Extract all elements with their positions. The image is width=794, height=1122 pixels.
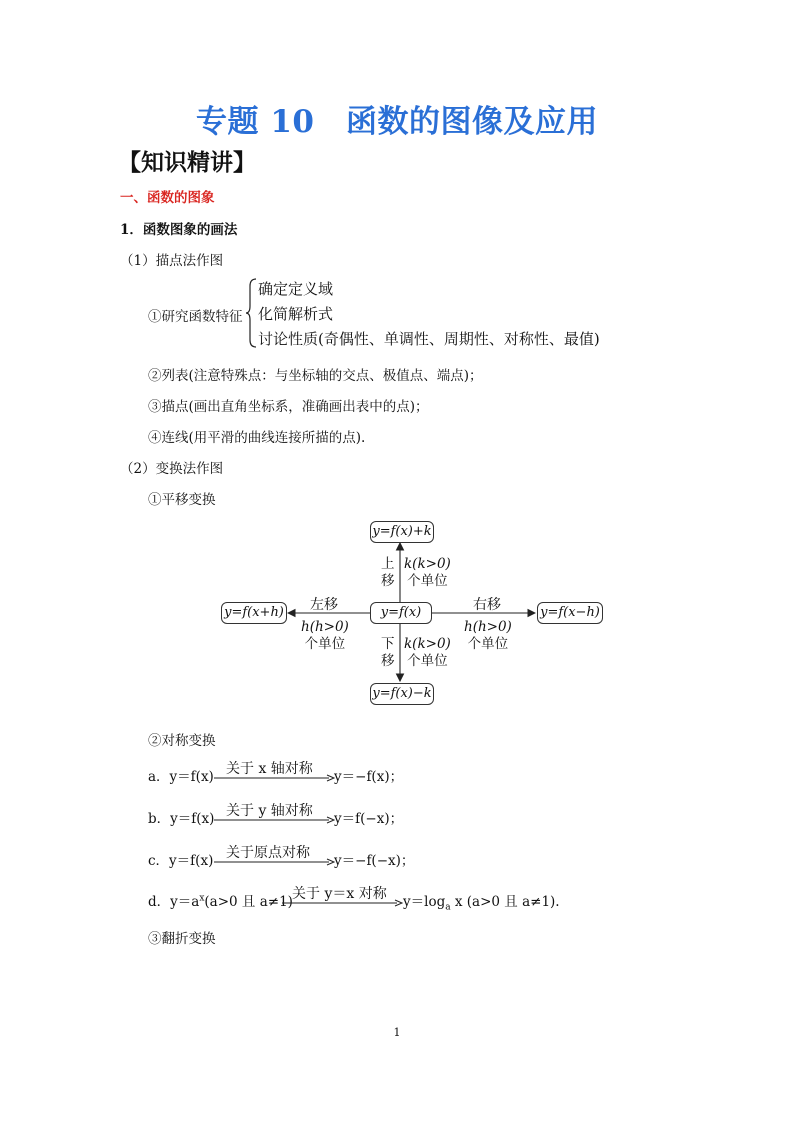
method2-label: （2）变换法作图 — [120, 461, 224, 477]
symmetry-c-result: y＝−f(−x)； — [334, 853, 415, 869]
right-cond-b: 个单位 — [467, 636, 509, 652]
down-cond — [404, 636, 451, 670]
box-up: y=f(x)+k — [370, 521, 434, 543]
step-plot: ③描点(画出直角坐标系，准确画出表中的点)； — [148, 399, 429, 415]
symmetry-d-arrow-label: 关于 y＝x 对称 — [292, 886, 387, 902]
heading-drawing-methods: 1．函数图象的画法 — [120, 222, 238, 238]
symmetry-b-prefix: b．y＝f(x) — [148, 811, 215, 827]
symmetry-d-prefix — [148, 890, 293, 910]
arrow-icon — [214, 858, 336, 866]
right-cond — [464, 619, 512, 653]
down-label — [381, 636, 395, 670]
step-list: ②列表(注意特殊点：与坐标轴的交点、极值点、端点)； — [148, 368, 483, 384]
feature-item: 讨论性质(奇偶性、单调性、周期性、对称性、最值) — [258, 330, 600, 348]
symmetry-d-result — [403, 890, 560, 913]
symmetry-c-prefix: c．y＝f(x) — [148, 853, 214, 869]
feature-label: ①研究函数特征 — [148, 309, 243, 325]
heading-function-graph: 一、函数的图象 — [120, 190, 215, 206]
symmetry-b-result: y＝f(−x)； — [334, 811, 404, 827]
method1-label: （1）描点法作图 — [120, 253, 224, 269]
arrow-icon — [214, 774, 336, 782]
left-cond-b: 个单位 — [304, 636, 346, 652]
feature-item: 化简解析式 — [258, 305, 334, 323]
translation-label: ①平移变换 — [148, 492, 216, 508]
box-left: y=f(x+h) — [221, 602, 287, 624]
page-title: 专题 10 函数的图像及应用 — [196, 104, 598, 140]
down-label-b: 移 — [381, 653, 395, 669]
page-number: 1 — [393, 1026, 401, 1039]
down-cond-a: k(k>0) — [404, 636, 451, 652]
up-label — [381, 556, 395, 590]
symmetry-d-result-text: y＝log — [403, 894, 446, 910]
up-label-a: 上 — [381, 556, 395, 572]
symmetry-d-prefix-tail: (a>0 且 a≠1) — [204, 894, 293, 910]
box-center: y=f(x) — [370, 602, 432, 624]
up-cond-b: 个单位 — [407, 573, 448, 589]
arrow-icon — [282, 899, 404, 907]
symmetry-c-arrow-label: 关于原点对称 — [226, 845, 310, 861]
feature-item: 确定定义域 — [258, 280, 334, 298]
symmetry-label: ②对称变换 — [148, 733, 216, 749]
section-heading: 【知识精讲】 — [118, 149, 256, 176]
down-cond-b: 个单位 — [407, 653, 448, 669]
symmetry-a-result: y＝−f(x)； — [334, 769, 404, 785]
right-cond-a: h(h>0) — [464, 619, 512, 635]
box-down: y=f(x)−k — [370, 683, 434, 705]
left-cond-a: h(h>0) — [301, 619, 349, 635]
step-connect: ④连线(用平滑的曲线连接所描的点). — [148, 430, 366, 446]
symmetry-b-arrow-label: 关于 y 轴对称 — [226, 803, 313, 819]
symmetry-d-prefix-text: d．y＝a — [148, 894, 200, 910]
box-right: y=f(x−h) — [537, 602, 603, 624]
symmetry-a-prefix: a．y＝f(x) — [148, 769, 214, 785]
up-label-b: 移 — [381, 573, 395, 589]
up-cond-a: k(k>0) — [404, 556, 451, 572]
brace-icon — [246, 278, 258, 348]
right-label: 右移 — [473, 597, 501, 613]
arrow-icon — [214, 816, 336, 824]
symmetry-a-arrow-label: 关于 x 轴对称 — [226, 761, 313, 777]
symmetry-d-sub: a — [445, 902, 451, 913]
flip-label: ③翻折变换 — [148, 931, 216, 947]
left-cond — [301, 619, 349, 653]
down-label-a: 下 — [381, 636, 395, 652]
symmetry-d-sup: x — [199, 893, 205, 904]
symmetry-d-result-tail: x (a>0 且 a≠1). — [450, 894, 560, 910]
up-cond — [404, 556, 451, 590]
left-label: 左移 — [310, 597, 338, 613]
